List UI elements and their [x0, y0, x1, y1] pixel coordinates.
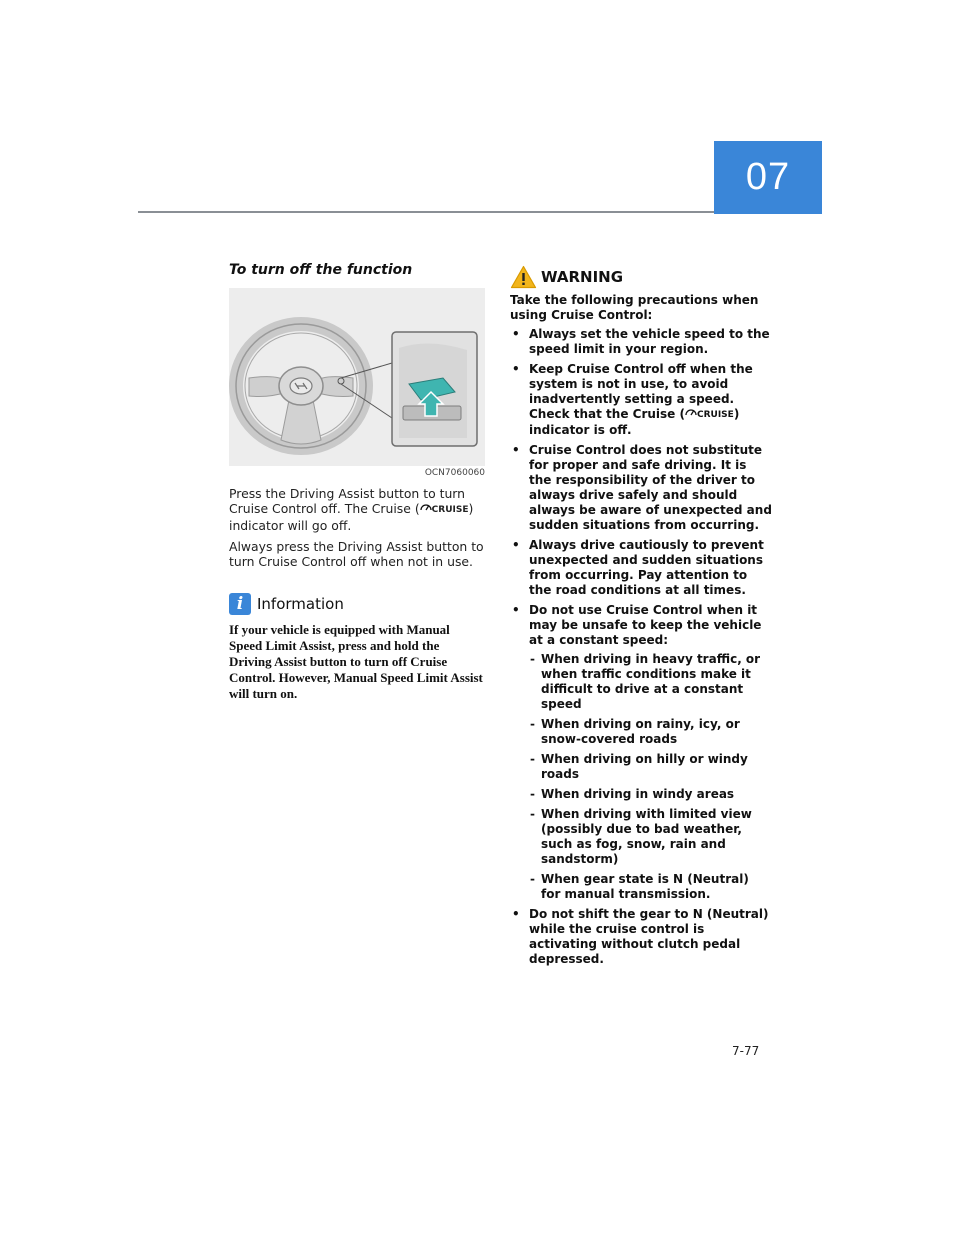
warning-item-speed-limit: • Always set the vehicle speed to the speed limit in your region.	[510, 327, 772, 357]
warning-item-keep-off-text-a: Keep Cruise Control off when the system is not in use, to avoid inadvertently setting a speed. Check that the Cruise (	[529, 362, 753, 421]
paragraph-turn-off	[229, 486, 485, 533]
chapter-tab	[714, 141, 822, 214]
warning-item-unsafe-conditions	[510, 603, 772, 902]
header-rule	[138, 211, 714, 213]
steering-wheel-figure	[229, 288, 485, 466]
unsafe-conditions-list	[529, 652, 772, 902]
sub-item-heavy-traffic: - When driving in heavy traffic, or when traffic conditions make it difficult to drive at a constant speed	[529, 652, 772, 712]
page-number: 7-77	[732, 1044, 760, 1058]
warning-list	[510, 327, 772, 967]
section-title: To turn off the function	[229, 262, 413, 278]
paragraph-turn-off-text-a: Press the Driving Assist button to turn Cruise Control off. The Cruise (	[229, 486, 466, 516]
left-column	[229, 262, 485, 702]
warning-item-unsafe-text: Do not use Cruise Control when it may be unsafe to keep the vehicle at a constant speed:	[529, 603, 762, 647]
cruise-indicator-icon	[420, 502, 469, 518]
warning-item-no-neutral-shift: • Do not shift the gear to N (Neutral) while the cruise control is activating without clutch pedal depressed.	[510, 907, 772, 967]
paragraph-turn-off-text-b: ) indicator will go off.	[229, 501, 474, 533]
figure-code: OCN7060060	[424, 468, 485, 478]
sub-item-limited-view: - When driving with limited view (possibly due to bad weather, such as fog, snow, rain and sandstorm)	[529, 807, 772, 867]
warning-item-keep-off	[510, 362, 772, 438]
warning-header	[510, 265, 772, 289]
chapter-number: 07	[745, 156, 791, 198]
warning-item-drive-cautiously: • Always drive cautiously to prevent unexpected and sudden situations from occurring. Pay attention to the road conditions at all times.	[510, 538, 772, 598]
sub-item-windy-areas: - When driving in windy areas	[529, 787, 772, 802]
cruise-indicator-icon	[685, 407, 734, 423]
warning-item-not-substitute: • Cruise Control does not substitute for proper and safe driving. It is the responsibility of the driver to always drive safely and should always be aware of unexpected and sudden situations from occurring.	[510, 443, 772, 533]
cruise-indicator-label: CRUISE	[696, 410, 734, 420]
steering-wheel-illustration	[229, 288, 485, 466]
information-header	[229, 593, 485, 615]
paragraph-always-press: Always press the Driving Assist button to turn Cruise Control off when not in use.	[229, 539, 484, 569]
warning-column	[510, 265, 772, 972]
information-icon: i	[229, 593, 251, 615]
warning-item-keep-off-text-b: ) indicator is off.	[529, 407, 740, 437]
information-text: If your vehicle is equipped with Manual Speed Limit Assist, press and hold the Driving Assist button to turn off Cruise Control. However, Manual Speed Limit Assist will turn on.	[229, 622, 483, 701]
information-title: Information	[257, 595, 344, 613]
sub-item-neutral-gear: - When gear state is N (Neutral) for manual transmission.	[529, 872, 772, 902]
warning-triangle-icon	[510, 265, 537, 289]
sub-item-rainy-icy: - When driving on rainy, icy, or snow-covered roads	[529, 717, 772, 747]
sub-item-hilly-windy: - When driving on hilly or windy roads	[529, 752, 772, 782]
warning-title: WARNING	[541, 268, 624, 286]
warning-intro: Take the following precautions when using Cruise Control:	[510, 293, 759, 322]
cruise-indicator-label: CRUISE	[431, 505, 469, 515]
